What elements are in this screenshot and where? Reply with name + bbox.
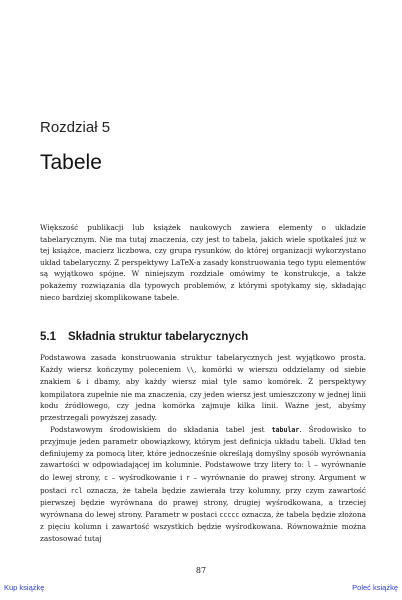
paragraph-2 <box>40 424 366 545</box>
page-number: 87 <box>195 566 207 575</box>
section-body <box>40 352 366 545</box>
intro-text: Większość publikacji lub książek naukowych zawiera elementy o układzie tabelarycznym. Nie ma tutaj znaczenia, czy jest to tabela, jakich wiele spotkałeś już w tej książce, macierz liczbowa, czy grupa rysunków, do której organizacji wykorzystano układ tabelaryczny. Z perspektywy LaTeX-a zasady konstruowania tego typu elementów są wyjątkowo spójne. W niniejszym rozdziale omówimy te konstrukcje, a także pokażemy rozwiązania dla typowych problemów, z którymi spotykamy się, składając nieco bardziej skomplikowane tabele. <box>40 223 366 302</box>
paragraph-1-text: Podstawowa zasada konstruowania struktur tabelarycznych jest wyjątkowo prosta. Każdy wiersz kończymy poleceniem <box>40 353 366 374</box>
paragraph-2-text: Podstawowym środowiskiem do składania tabel jest <box>50 424 272 434</box>
code-inline: rcl <box>70 486 83 495</box>
chapter-title: Tabele <box>40 151 102 174</box>
chapter-label: Rozdział 5 <box>40 119 111 136</box>
paragraph-2-text: oznacza, że tabela będzie zawierała trzy kolumny, przy czym zawartość pierwszej będzie wyrównana do prawej strony, drugiej wyśrodkowana, a trzeciej wyrównana do lewej strony. Parametr w postaci <box>40 485 366 519</box>
paragraph-2-text: oznacza, że tabela będzie złożona z pięciu kolumn i zawartość wszystkich będzie wyśrodkowana. Równoważnie można zastosować tutaj <box>40 509 366 543</box>
code-inline: ccccc <box>219 510 240 519</box>
paragraph-1-text: i dbamy, aby każdy wiersz miał tyle samo komórek. Z perspektywy kompilatora zupełnie nie ma znaczenia, czy jeden wiersz jest umieszczony w jednej linii kodu źródłowego, czy jedna komórka zajmuje kilka linii. Ważne jest, abyśmy przestrzegali powyższej zasady. <box>40 377 366 422</box>
code-inline: r <box>185 473 190 482</box>
paragraph-2-text: – wyrównanie do prawej strony. Argument w postaci <box>40 472 367 495</box>
code-inline: \\ <box>186 365 195 374</box>
recommend-book-link[interactable]: Poleć książkę <box>352 583 398 592</box>
buy-book-link[interactable]: Kup książkę <box>4 583 45 592</box>
code-inline: l <box>307 461 312 470</box>
paragraph-2-text: – wyrównanie do lewej strony, <box>40 460 366 482</box>
section-heading <box>40 331 370 343</box>
paragraph-1 <box>40 352 366 424</box>
section-title: Składnia struktur tabelarycznych <box>68 331 249 343</box>
section-number: 5.1 <box>40 331 56 343</box>
paragraph-2-text: – wyśrodkowanie i <box>108 472 186 482</box>
code-inline: c <box>104 473 109 482</box>
code-inline: tabular <box>271 425 300 434</box>
code-inline: & <box>76 378 81 387</box>
paragraph-2-text: . Środowisko to przyjmuje jeden parametr obowiązkowy, którym jest definicja układu tabeli. Układ ten definiujemy za pomocą liter, które jednocześnie określają domyślny sposób wyrównania zawartości w odpowiadającej im kolumnie. Podstawowe trzy litery to: <box>40 424 366 470</box>
paragraph-1-text: , komórki w wierszu oddzielamy od siebie znakiem <box>40 364 366 387</box>
intro-paragraph <box>40 222 366 303</box>
